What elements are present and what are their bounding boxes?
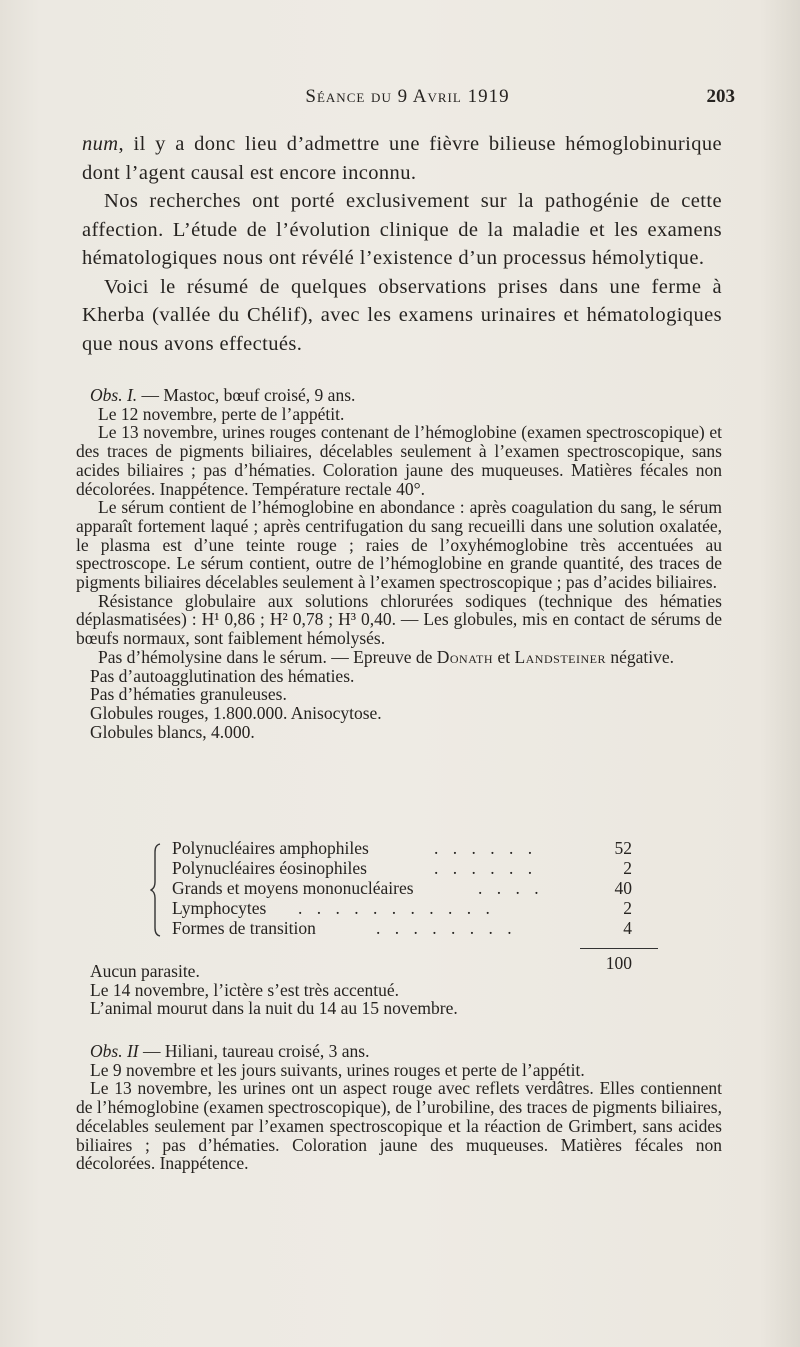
obs1-paragraph: Le 12 novembre, perte de l’appétit. (98, 403, 345, 424)
formula-row (172, 878, 652, 898)
formula-row (172, 918, 652, 938)
obs2-label: Obs. II (90, 1041, 139, 1061)
formula-label: Formes de transition (172, 918, 316, 938)
formula-dots: . . . . . . . . (376, 918, 517, 938)
obs1-line: Globules rouges, 1.800.000. Anisocytose. (90, 702, 382, 723)
obs1-title: — Mastoc, bœuf croisé, 9 ans. (137, 385, 356, 405)
running-title: Séance du 9 Avril 1919 (305, 86, 510, 107)
formula-row (172, 858, 652, 878)
formula-value: 52 (614, 838, 632, 858)
obs1-paragraph: Le 13 novembre, urines rouges contenant de l’hémoglobine (examen spectroscopique) et des traces de pigments biliaires, décelables seulement à l’examen spectroscopique, sans acides biliaires ; pas d’hématies. Coloration jaune des muqueuses. Matières fécales non décolorées. Inappétence. Température rectale 40°. (76, 422, 722, 499)
formula-dots: . . . . . . (434, 858, 538, 878)
obs1-after-line: L’animal mourut dans la nuit du 14 au 15 novembre. (90, 998, 458, 1019)
obs1-line: Pas d’hématies granuleuses. (90, 684, 287, 705)
obs1-hemolysine (76, 648, 722, 667)
obs1-line: Globules blancs, 4.000. (90, 721, 255, 742)
et-text: et (493, 646, 515, 667)
formula-dots: . . . . (478, 878, 544, 898)
formula-row (172, 838, 652, 858)
author-landsteiner: Landsteiner (514, 646, 606, 667)
intro-paragraph-1 (82, 130, 722, 187)
intro-paragraph-3: Voici le résumé de quelques observations prises dans une ferme à Kherba (vallée du Chélif), avec les examens urinaires et hématologiques que nous avons effectués. (82, 275, 722, 355)
obs2-title: — Hiliani, taureau croisé, 3 ans. (138, 1041, 370, 1061)
formula-total: 100 (605, 953, 632, 973)
obs1-paragraph: Résistance globulaire aux solutions chlorurées sodiques (technique des hématies déplasmatisées) : H¹ 0,86 ; H² 0,78 ; H³ 0,40. — Les globules, mis en contact de sérums de bœufs normaux, sont faiblement hémolysés. (76, 590, 722, 649)
obs1-paragraph: Le sérum contient de l’hémoglobine en abondance : après coagulation du sang, le sérum apparaît fortement laqué ; après centrifugation du sang recueilli dans une solution oxalatée, le plasma est d’une teinte rouge ; raies de l’oxyhémoglobine très accentuées au spectroscope. Le sérum contient, outre de l’hémoglobine en grande quantité, des traces de pigments biliaires décelables seulement à l’examen spectroscopique ; pas d’acides biliaires. (76, 497, 722, 593)
obs1-line: Pas d’autoagglutination des hématies. (90, 665, 355, 686)
intro-paragraph-2: Nos recherches ont porté exclusivement sur la pathogénie de cette affection. L’étude de l’évolution clinique de la maladie et les examens hématologiques nous ont révélé l’existence d’un processus hémolytique. (82, 190, 722, 269)
hemolysine-text: Pas d’hémolysine dans le sérum. — Epreuve de (98, 646, 437, 667)
sum-rule (580, 948, 658, 949)
formula-value: 4 (623, 918, 632, 938)
formula-value: 40 (614, 878, 632, 898)
formula-label: Polynucléaires amphophiles (172, 838, 369, 858)
formula-value: 2 (623, 898, 632, 918)
intro-text (82, 130, 722, 358)
obs2-paragraph: Le 13 novembre, les urines ont un aspect rouge avec reflets verdâtres. Elles contiennent de l’hémoglobine (examen spectroscopique), de l’urobiline, des traces de pigments biliaires, décelables seulement par l’examen spectroscopique et la réaction de Grimbert, sans acides biliaires ; pas d’hématies. Coloration jaune des muqueuses. Matières fécales non décolorées. Inappétence. (76, 1078, 722, 1174)
intro-p1-text: , il y a donc lieu d’admettre une fièvre bilieuse hémoglobinurique dont l’agent causal est encore inconnu. (82, 133, 722, 184)
observation-2 (76, 1042, 722, 1173)
obs1-label: Obs. I. (90, 385, 138, 405)
italic-word: num (82, 133, 119, 155)
formula-dots: . . . . . . (434, 838, 538, 858)
hemolysine-end: négative. (605, 646, 675, 667)
obs1-after-line: Aucun parasite. (90, 961, 200, 981)
formula-label: Polynucléaires éosinophiles (172, 858, 367, 878)
author-donath: Donath (436, 646, 494, 667)
page-number: 203 (706, 86, 735, 107)
brace-mark (150, 842, 164, 938)
obs2-heading (76, 1042, 722, 1061)
formula-label: Grands et moyens mononucléaires (172, 878, 414, 898)
page-header (80, 86, 735, 116)
obs1-after-line: Le 14 novembre, l’ictère s’est très accentué. (90, 979, 400, 1000)
obs2-paragraph: Le 9 novembre et les jours suivants, urines rouges et perte de l’appétit. (90, 1059, 585, 1080)
formula-label: Lymphocytes (172, 898, 267, 918)
observation-1-end (76, 962, 722, 1018)
observation-1 (76, 386, 722, 741)
formula-value: 2 (623, 858, 632, 878)
obs1-heading (76, 386, 722, 405)
formula-row (172, 898, 652, 918)
formula-dots: . . . . . . . . . . . (298, 898, 495, 918)
